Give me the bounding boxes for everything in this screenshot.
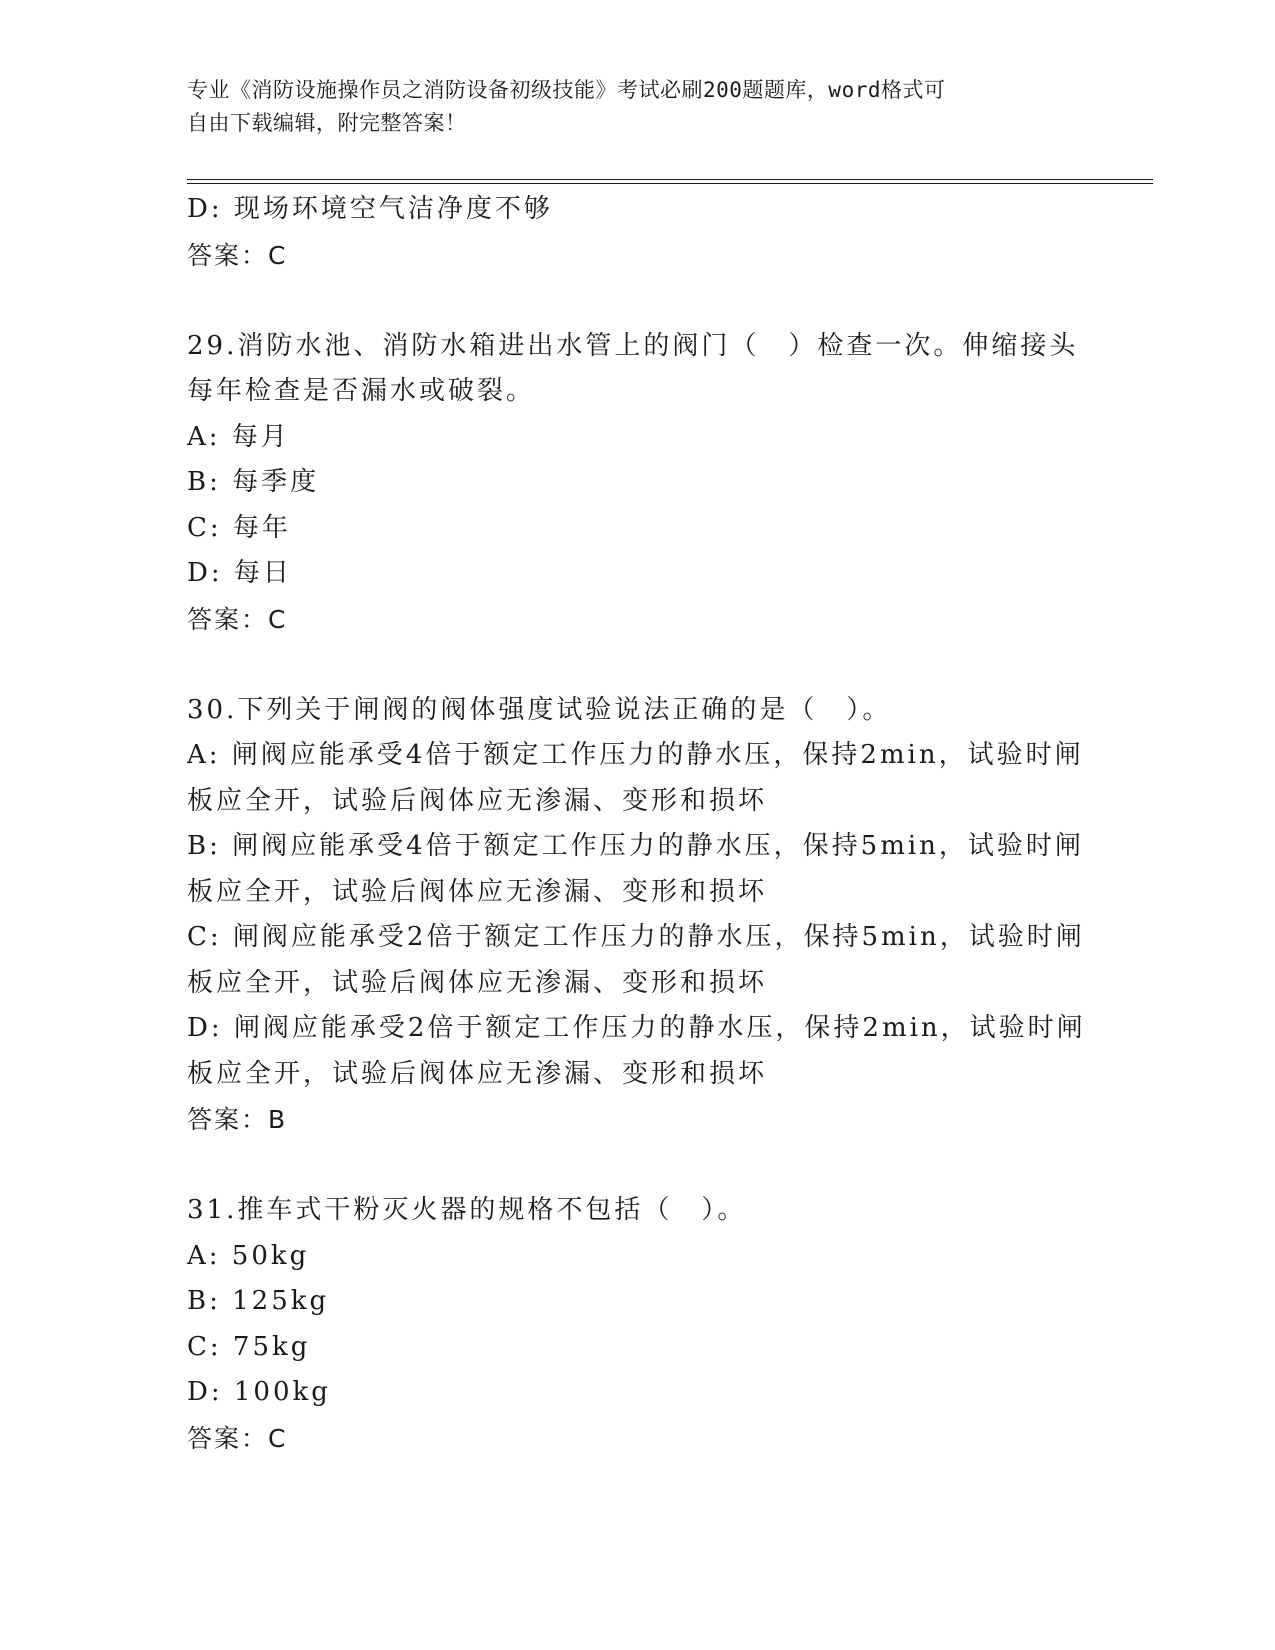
option-d: D: 现场环境空气洁净度不够 xyxy=(187,194,553,224)
option-c-cont: 板应全开，试验后阀体应无渗漏、变形和损坏 xyxy=(187,967,768,998)
option-b-cont: 板应全开，试验后阀体应无渗漏、变形和损坏 xyxy=(187,876,768,907)
option-b: B: 每季度 xyxy=(187,467,320,497)
question-stem: 每年检查是否漏水或破裂。 xyxy=(187,376,536,406)
option-c: C: 75kg xyxy=(187,1331,311,1362)
spacer xyxy=(187,642,1087,688)
option-c: C: 闸阀应能承受2倍于额定工作压力的静水压，保持5min，试验时闸 xyxy=(187,922,1085,952)
question-stem: 31.推车式干粉灭火器的规格不包括（ ）。 xyxy=(187,1195,747,1225)
question-31 xyxy=(187,1188,1087,1461)
question-stem: 30.下列关于闸阀的阀体强度试验说法正确的是（ ）。 xyxy=(187,694,892,725)
header-line: 自由下载编辑，附完整答案！ xyxy=(187,111,467,135)
option-b: B: 闸阀应能承受4倍于额定工作压力的静水压，保持5min，试验时闸 xyxy=(187,831,1084,861)
question-list xyxy=(187,187,1087,1461)
question-30 xyxy=(187,688,1087,1143)
option-d: D: 每日 xyxy=(187,558,292,588)
answer-line: 答案：B xyxy=(187,1105,288,1134)
answer-line: 答案：C xyxy=(187,1423,288,1453)
option-b: B: 125kg xyxy=(187,1286,330,1316)
spacer xyxy=(187,278,1087,324)
spacer xyxy=(187,1143,1087,1189)
question-stem: 29.消防水池、消防水箱进出水管上的阀门（ ）检查一次。伸缩接头 xyxy=(187,330,1079,361)
header-line: 专业《消防设施操作员之消防设备初级技能》考试必刷200题题库，word格式可 xyxy=(187,78,946,102)
answer-line: 答案：C xyxy=(187,240,288,270)
option-a-cont: 板应全开，试验后阀体应无渗漏、变形和损坏 xyxy=(187,785,768,816)
option-a: A: 50kg xyxy=(187,1240,310,1271)
option-d: D: 闸阀应能承受2倍于额定工作压力的静水压，保持2min，试验时闸 xyxy=(187,1013,1086,1043)
option-a: A: 每月 xyxy=(187,421,290,452)
option-d-cont: 板应全开，试验后阀体应无渗漏、变形和损坏 xyxy=(187,1058,768,1089)
header-divider xyxy=(187,183,1153,184)
answer-line: 答案：C xyxy=(187,604,288,634)
document-header xyxy=(187,74,1067,140)
option-a: A: 闸阀应能承受4倍于额定工作压力的静水压，保持2min，试验时闸 xyxy=(187,740,1084,770)
option-d: D: 100kg xyxy=(187,1377,331,1407)
header-divider xyxy=(187,179,1153,180)
option-c: C: 每年 xyxy=(187,512,291,543)
question-29 xyxy=(187,324,1087,643)
question-block-prev xyxy=(187,187,1087,278)
